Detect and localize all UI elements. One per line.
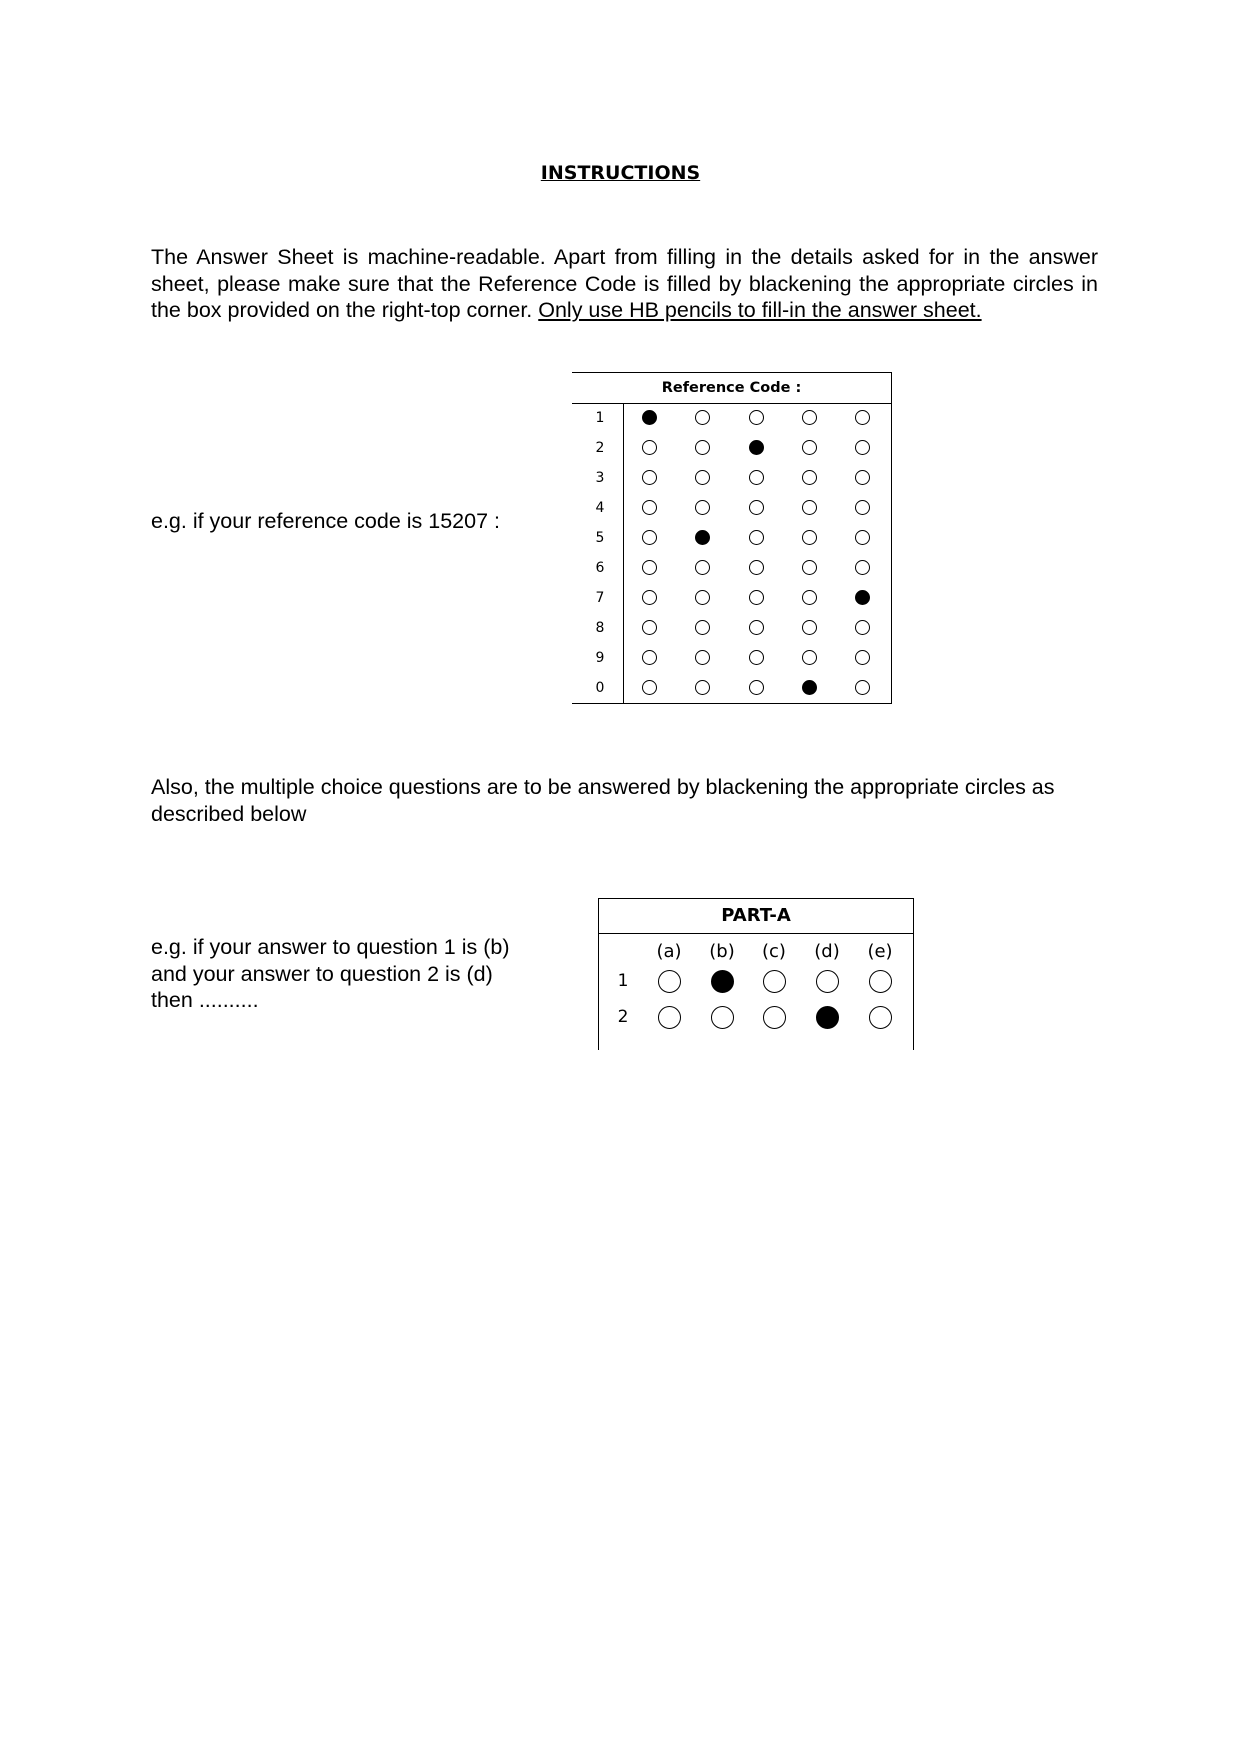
filled-answer-bubble — [816, 1006, 839, 1029]
filled-bubble — [802, 680, 817, 695]
empty-bubble — [642, 590, 657, 605]
empty-answer-bubble — [869, 1006, 892, 1029]
empty-bubble — [642, 530, 657, 545]
empty-bubble — [642, 650, 657, 665]
empty-bubble — [802, 590, 817, 605]
reference-row — [572, 553, 891, 583]
option-label: (a) — [656, 941, 682, 962]
empty-bubble — [855, 530, 870, 545]
empty-bubble — [855, 410, 870, 425]
empty-bubble — [749, 530, 764, 545]
question-number: 2 — [617, 1007, 629, 1027]
empty-bubble — [855, 500, 870, 515]
instructions-paragraph — [151, 244, 1098, 324]
empty-bubble — [802, 410, 817, 425]
reference-row-label: 6 — [595, 560, 605, 576]
empty-bubble — [642, 500, 657, 515]
empty-bubble — [749, 470, 764, 485]
filled-bubble — [642, 410, 657, 425]
answer-example-line-3: then .......... — [151, 988, 259, 1012]
empty-bubble — [695, 650, 710, 665]
reference-row-label: 1 — [595, 410, 605, 426]
reference-row-label: 8 — [595, 620, 605, 636]
empty-bubble — [695, 500, 710, 515]
reference-row — [572, 523, 891, 553]
empty-bubble — [802, 440, 817, 455]
empty-bubble — [749, 680, 764, 695]
empty-bubble — [749, 500, 764, 515]
empty-bubble — [695, 410, 710, 425]
empty-bubble — [749, 650, 764, 665]
question-number: 1 — [617, 971, 629, 991]
empty-answer-bubble — [763, 1006, 786, 1029]
option-label: (d) — [814, 941, 840, 962]
empty-bubble — [749, 590, 764, 605]
empty-bubble — [695, 560, 710, 575]
option-label: (b) — [709, 941, 735, 962]
empty-bubble — [802, 560, 817, 575]
empty-bubble — [802, 650, 817, 665]
reference-row — [572, 433, 891, 463]
filled-bubble — [749, 440, 764, 455]
option-label: (c) — [762, 941, 786, 962]
answer-example-line-2: and your answer to question 2 is (d) — [151, 961, 493, 986]
empty-bubble — [855, 650, 870, 665]
empty-answer-bubble — [763, 970, 786, 993]
reference-row-label: 3 — [595, 470, 605, 486]
empty-bubble — [802, 500, 817, 515]
answer-example-line-1: e.g. if your answer to question 1 is (b) — [151, 935, 510, 959]
empty-bubble — [855, 470, 870, 485]
empty-answer-bubble — [816, 970, 839, 993]
hb-pencil-note: Only use HB pencils to fill-in the answer sheet. — [538, 298, 982, 322]
empty-bubble — [802, 470, 817, 485]
reference-code-example-text: e.g. if your reference code is 15207 : — [151, 509, 500, 533]
empty-bubble — [802, 530, 817, 545]
empty-bubble — [642, 470, 657, 485]
reference-row-label: 5 — [595, 530, 605, 546]
reference-code-header: Reference Code : — [572, 373, 891, 404]
empty-bubble — [642, 440, 657, 455]
empty-bubble — [695, 440, 710, 455]
empty-bubble — [855, 440, 870, 455]
empty-answer-bubble — [869, 970, 892, 993]
empty-bubble — [749, 620, 764, 635]
empty-bubble — [642, 680, 657, 695]
page-title: INSTRUCTIONS — [540, 162, 701, 184]
reference-row — [572, 643, 891, 673]
filled-bubble — [695, 530, 710, 545]
reference-row-label: 2 — [595, 440, 605, 456]
empty-bubble — [855, 560, 870, 575]
reference-row-label: 9 — [595, 650, 605, 666]
empty-bubble — [802, 620, 817, 635]
reference-row — [572, 403, 891, 433]
reference-row — [572, 613, 891, 643]
reference-row — [572, 673, 891, 703]
reference-row-label: 4 — [595, 500, 605, 516]
empty-bubble — [749, 410, 764, 425]
reference-row — [572, 583, 891, 613]
reference-code-box — [572, 372, 892, 704]
reference-row-label: 0 — [595, 680, 605, 696]
part-a-header: PART-A — [599, 899, 913, 934]
empty-bubble — [695, 590, 710, 605]
empty-bubble — [695, 680, 710, 695]
empty-bubble — [642, 560, 657, 575]
reference-row — [572, 493, 891, 523]
empty-answer-bubble — [658, 1006, 681, 1029]
instructions-text: The Answer Sheet is machine-readable. Apart from filling in the details asked for in the answer sheet, please make sure that the Reference Code is filled by blackening the appropriate circles in the box provided on the right-top corner. — [151, 245, 1098, 322]
empty-answer-bubble — [711, 1006, 734, 1029]
empty-bubble — [695, 470, 710, 485]
option-label: (e) — [867, 941, 893, 962]
empty-bubble — [855, 680, 870, 695]
answer-example-text — [151, 934, 571, 1014]
filled-bubble — [855, 590, 870, 605]
empty-bubble — [855, 620, 870, 635]
empty-answer-bubble — [658, 970, 681, 993]
empty-bubble — [642, 620, 657, 635]
filled-answer-bubble — [711, 970, 734, 993]
part-a-box — [598, 898, 914, 1050]
multiple-choice-paragraph: Also, the multiple choice questions are to be answered by blackening the appropriate circles as described below — [151, 775, 1055, 826]
empty-bubble — [749, 560, 764, 575]
reference-row-label: 7 — [595, 590, 605, 606]
empty-bubble — [695, 620, 710, 635]
reference-row — [572, 463, 891, 493]
